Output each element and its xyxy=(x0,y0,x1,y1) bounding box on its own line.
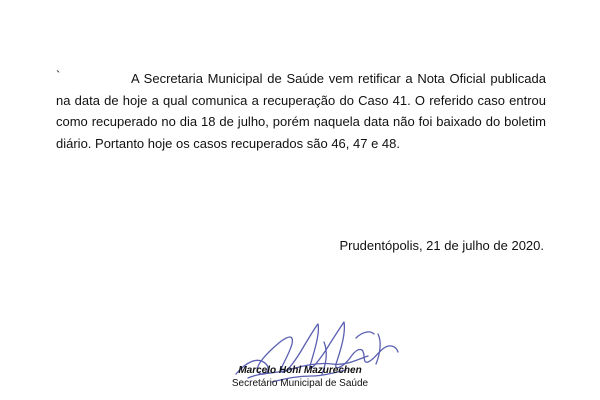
signer-title: Secretário Municipal de Saúde xyxy=(231,378,369,389)
place-date: Prudentópolis, 21 de julho de 2020. xyxy=(339,238,544,253)
body-paragraph: A Secretaria Municipal de Saúde vem retificar a Nota Oficial publicada na data de hoje a qual comunica a recuperação do Caso 41. O referido caso entrou como recuperado no dia 18 de julho, porém naquela data não foi baixado do boletim diário. Portanto hoje os casos recuperados são 46, 47 e 48. xyxy=(56,71,546,151)
stray-mark: ` xyxy=(56,68,61,83)
signature-block xyxy=(200,364,400,390)
signer-name: Marcelo Hohl Mazurechen xyxy=(238,365,362,376)
